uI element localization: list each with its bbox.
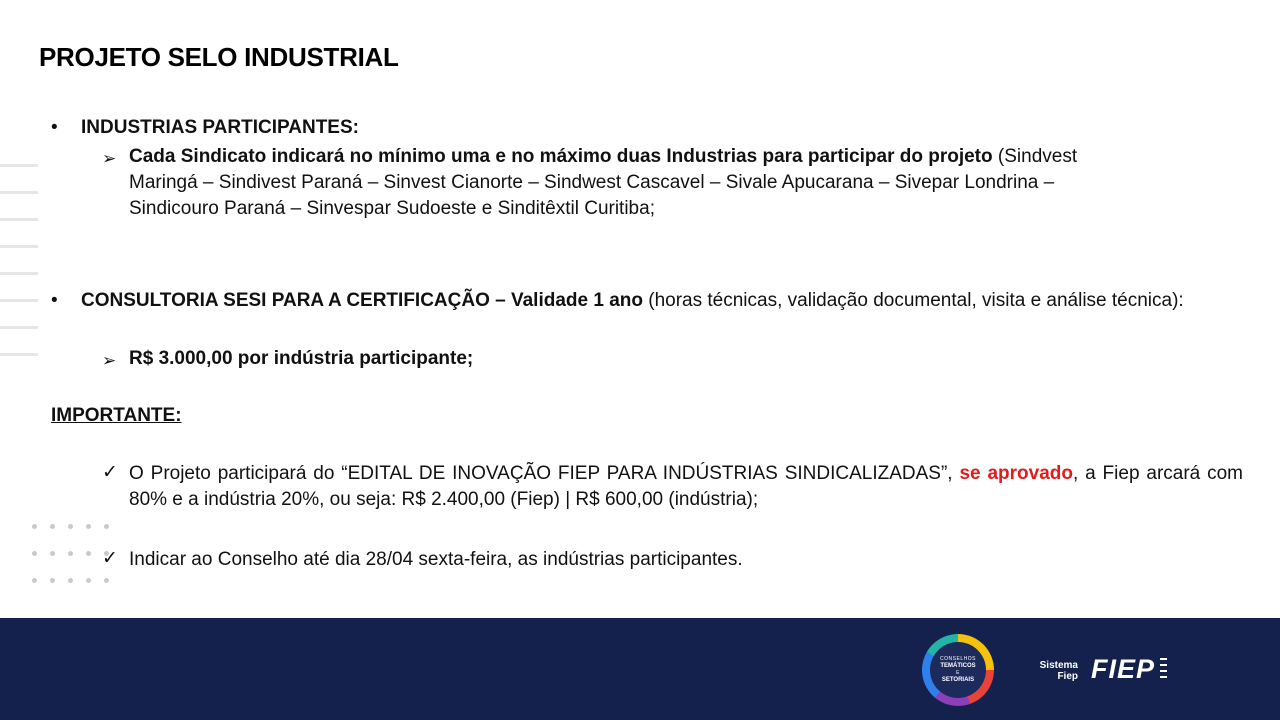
page-title: PROJETO SELO INDUSTRIAL [39, 42, 399, 72]
conselhos-badge-logo: CONSELHOS TEMÁTICOS E SETORIAIS [922, 634, 994, 706]
sistema-fiep-label: Sistema Fiep [1039, 660, 1078, 682]
important-item-edital: O Projeto participará do “EDITAL DE INOVAÇÃO FIEP PARA INDÚSTRIAS SINDICALIZADAS”, se aprovado, a Fiep arcará com 80% e a indústria 20%, ou seja: R$ 2.400,00 (Fiep) | R$ 600,00 (indústria); [129, 463, 1243, 510]
arrow-bullet-icon: ➢ [102, 149, 117, 168]
important-heading: IMPORTANTE: [51, 405, 182, 426]
check-icon: ✓ [102, 462, 118, 483]
fiep-logo: FIEP [1091, 654, 1156, 684]
bullet-icon: • [51, 290, 58, 311]
bullet-icon: • [51, 117, 58, 138]
important-item-deadline: Indicar ao Conselho até dia 28/04 sexta-feira, as indústrias participantes. [129, 549, 743, 570]
check-icon: ✓ [102, 548, 118, 569]
section-heading-participants: INDUSTRIAS PARTICIPANTES: [81, 117, 359, 138]
participants-description: Cada Sindicato indicará no mínimo uma e no máximo duas Industrias para participar do projeto (Sindvest Maringá – Sindivest Paraná – Sinvest Cianorte – Sindwest Cascavel – Sivale Apucarana – Sivepar Londrina – Sindicouro Paraná – Sinvespar Sudoeste e Sinditêxtil Curitiba; [129, 146, 1078, 219]
consulting-price: R$ 3.000,00 por indústria participante; [129, 348, 474, 369]
fiep-logo-bars [1160, 658, 1167, 682]
footer-bar [0, 618, 1280, 720]
section-heading-consulting: CONSULTORIA SESI PARA A CERTIFICAÇÃO – Validade 1 ano (horas técnicas, validação documental, visita e análise técnica): [81, 290, 1184, 311]
arrow-bullet-icon: ➢ [102, 351, 117, 370]
